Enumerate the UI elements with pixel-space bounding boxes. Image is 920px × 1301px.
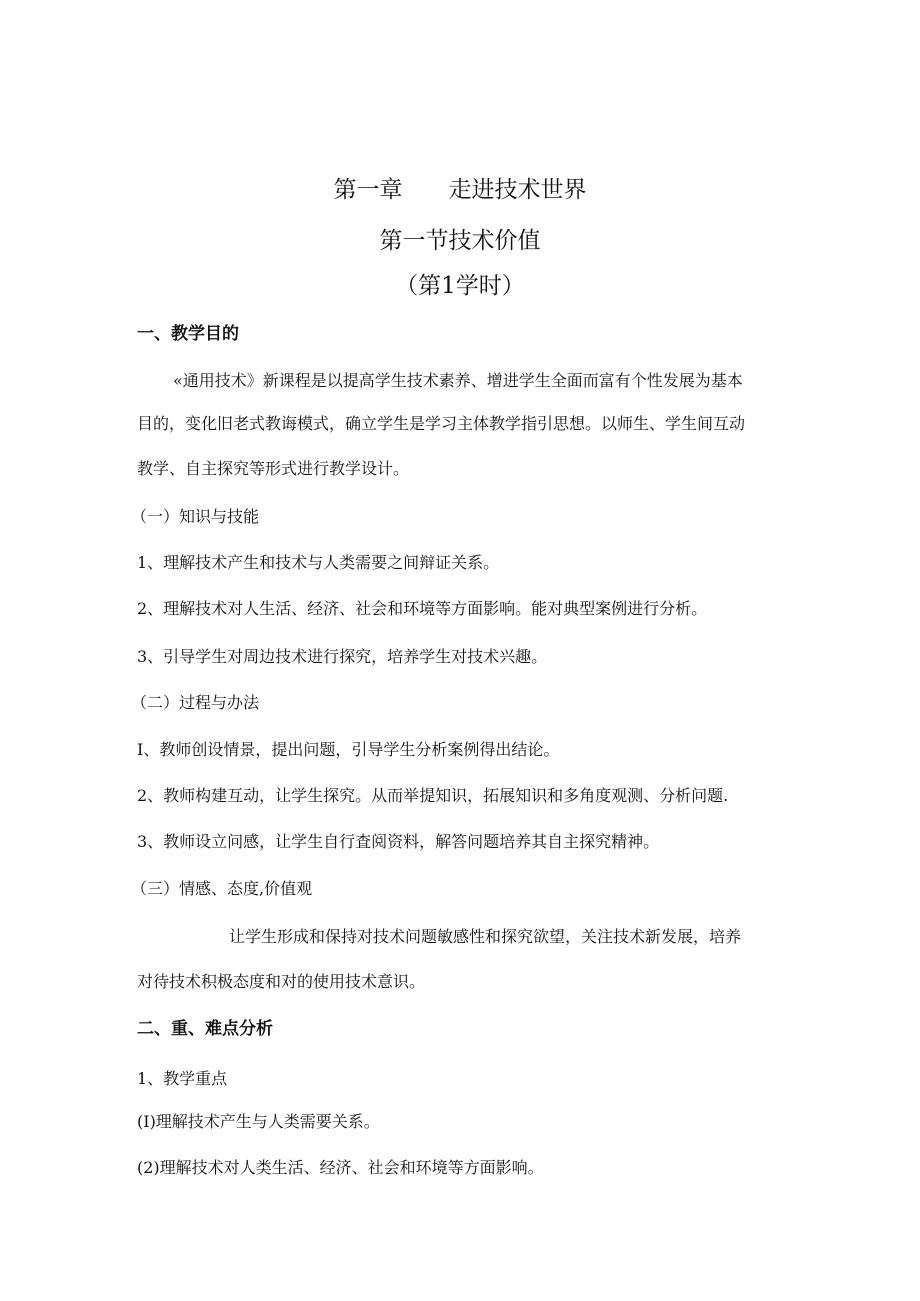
list-item: 2、理解技术对人生活、经济、社会和环境等方面影响。能对典型案例进行分析。 bbox=[137, 599, 708, 618]
intro-paragraph-line: 目的，变化旧老式教诲模式，确立学生是学习主体教学指引思想。以师生、学生间互动 bbox=[137, 414, 746, 433]
intro-paragraph-line: 教学、自主探究等形式进行教学设计。 bbox=[137, 459, 410, 478]
subheading-process-methods: （二）过程与办法 bbox=[131, 693, 260, 712]
period-label: （第1学时） bbox=[395, 273, 525, 299]
paragraph-line: 对待技术积极态度和对的使用技术意识。 bbox=[137, 972, 426, 991]
paragraph-line: 让学生形成和保持对技术问题敏感性和探究欲望，关注技术新发展，培养 bbox=[229, 927, 742, 946]
list-item: (2)理解技术对人类生活、经济、社会和环境等方面影响。 bbox=[137, 1158, 544, 1177]
chapter-name: 走进技术世界 bbox=[448, 177, 587, 203]
heading-teaching-goals: 一、教学目的 bbox=[137, 324, 239, 344]
list-item: 3、引导学生对周边技术进行探究，培养学生对技术兴趣。 bbox=[137, 647, 548, 666]
list-item: 2、教师构建互动，让学生探究。从而举提知识，拓展知识和多角度观测、分析问题. bbox=[137, 786, 729, 805]
list-item: 3、教师设立问感，让学生自行査阅资料，解答问题培养其自主探究精神。 bbox=[137, 832, 660, 851]
heading-key-points: 二、重、难点分析 bbox=[137, 1019, 273, 1039]
list-item: 1、理解技术产生和技术与人类需要之间辩证关系。 bbox=[137, 553, 500, 572]
subheading-emotion-values: （三）情感、态度,价值观 bbox=[131, 879, 313, 898]
chapter-title bbox=[0, 176, 920, 204]
section-title: 第一节技术价值 bbox=[379, 228, 541, 254]
subheading-knowledge-skills: （一）知识与技能 bbox=[131, 507, 260, 526]
chapter-number: 第一章 bbox=[333, 177, 403, 203]
subheading-teaching-focus: 1、教学重点 bbox=[137, 1069, 228, 1088]
intro-paragraph-line: «通用技术》新课程是以提高学生技术素养、增进学生全面而富有个性发展为基本 bbox=[173, 371, 743, 390]
list-item: I、教师创设情景，提出问题，引导学生分析案例得出结论。 bbox=[137, 740, 560, 759]
list-item: (I)理解技术产生与人类需要关系。 bbox=[137, 1112, 380, 1131]
